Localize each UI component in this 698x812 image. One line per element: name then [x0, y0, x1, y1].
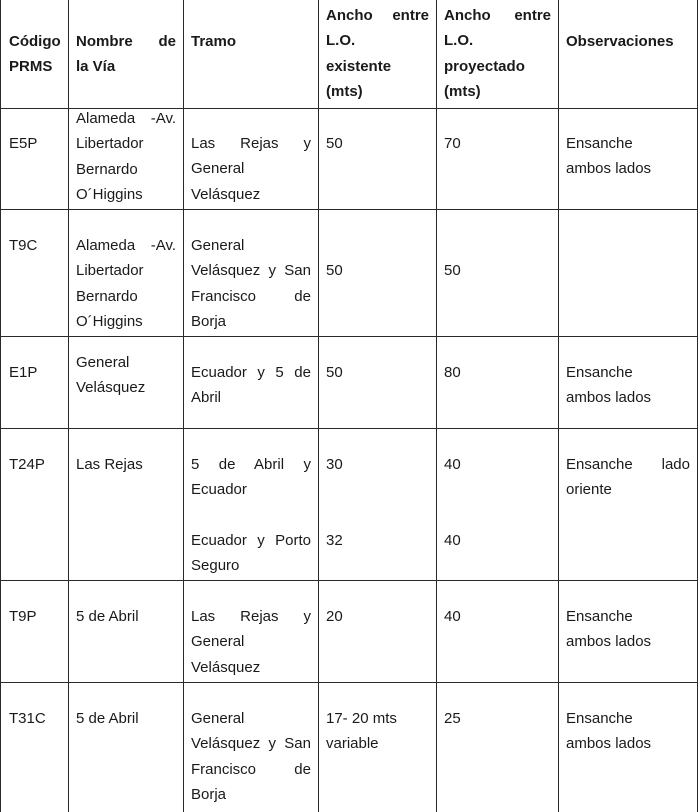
cell-observaciones: Ensanche ambos lados — [566, 135, 652, 178]
cell-tramo: General Velásquez y San Francisco de Borja — [191, 710, 311, 804]
cell-tramo: Ecuador y 5 de Abril — [191, 364, 311, 407]
cell-name: General Velásquez — [76, 354, 146, 397]
cell-existente: 20 — [326, 608, 343, 625]
cell-existente: 17- 20 mts variable — [326, 710, 397, 753]
cell-proyectado: 80 — [444, 364, 461, 381]
cell-tramo: Las Rejas y General Velásquez — [191, 135, 311, 203]
cell-observaciones: Ensanche lado oriente — [566, 456, 690, 499]
cell-existente: 50 — [326, 262, 343, 279]
cell-name: 5 de Abril — [76, 710, 139, 727]
header-observaciones: Observaciones — [566, 33, 674, 50]
cell-proyectado: 70 — [444, 135, 461, 152]
cell-name: Alameda -Av. Libertador Bernardo O´Higgins — [76, 237, 176, 331]
row-border — [0, 209, 698, 210]
col-border — [0, 0, 1, 812]
cell-tramo: 5 de Abril y Ecuador — [191, 456, 311, 499]
row-border — [0, 580, 698, 581]
cell-code: T24P — [9, 456, 45, 473]
header-proyectado: Ancho entre L.O. proyectado (mts) — [444, 7, 551, 101]
cell-code: T31C — [9, 710, 46, 727]
row-border — [0, 428, 698, 429]
cell-proyectado: 50 — [444, 262, 461, 279]
cell-tramo: Ecuador y Porto Seguro — [191, 532, 311, 575]
header-tramo: Tramo — [191, 33, 237, 50]
cell-proyectado: 25 — [444, 710, 461, 727]
cell-observaciones: Ensanche ambos lados — [566, 608, 652, 651]
row-border — [0, 682, 698, 683]
cell-proyectado: 40 — [444, 456, 461, 473]
col-border — [183, 0, 184, 812]
header-existente: Ancho entre L.O. existente (mts) — [326, 7, 429, 101]
header-nombre: Nombre de la Vía — [76, 33, 176, 76]
header-codigo: Código PRMS — [9, 33, 61, 76]
cell-existente: 50 — [326, 364, 343, 381]
col-border — [68, 0, 69, 812]
cell-tramo: Las Rejas y General Velásquez — [191, 608, 311, 676]
cell-name: 5 de Abril — [76, 608, 139, 625]
cell-name: Las Rejas — [76, 456, 143, 473]
cell-proyectado: 40 — [444, 532, 461, 549]
col-border — [436, 0, 437, 812]
col-border — [318, 0, 319, 812]
cell-tramo: General Velásquez y San Francisco de Borja — [191, 237, 311, 331]
row-border — [0, 336, 698, 337]
cell-code: T9P — [9, 608, 37, 625]
cell-code: T9C — [9, 237, 38, 254]
col-border — [558, 0, 559, 812]
cell-observaciones: Ensanche ambos lados — [566, 710, 652, 753]
cell-name: Alameda -Av. Libertador Bernardo O´Higgins — [76, 110, 176, 204]
cell-existente: 30 — [326, 456, 343, 473]
cell-existente: 50 — [326, 135, 343, 152]
cell-code: E5P — [9, 135, 38, 152]
cell-existente: 32 — [326, 532, 343, 549]
cell-observaciones: Ensanche ambos lados — [566, 364, 652, 407]
cell-code: E1P — [9, 364, 38, 381]
cell-proyectado: 40 — [444, 608, 461, 625]
